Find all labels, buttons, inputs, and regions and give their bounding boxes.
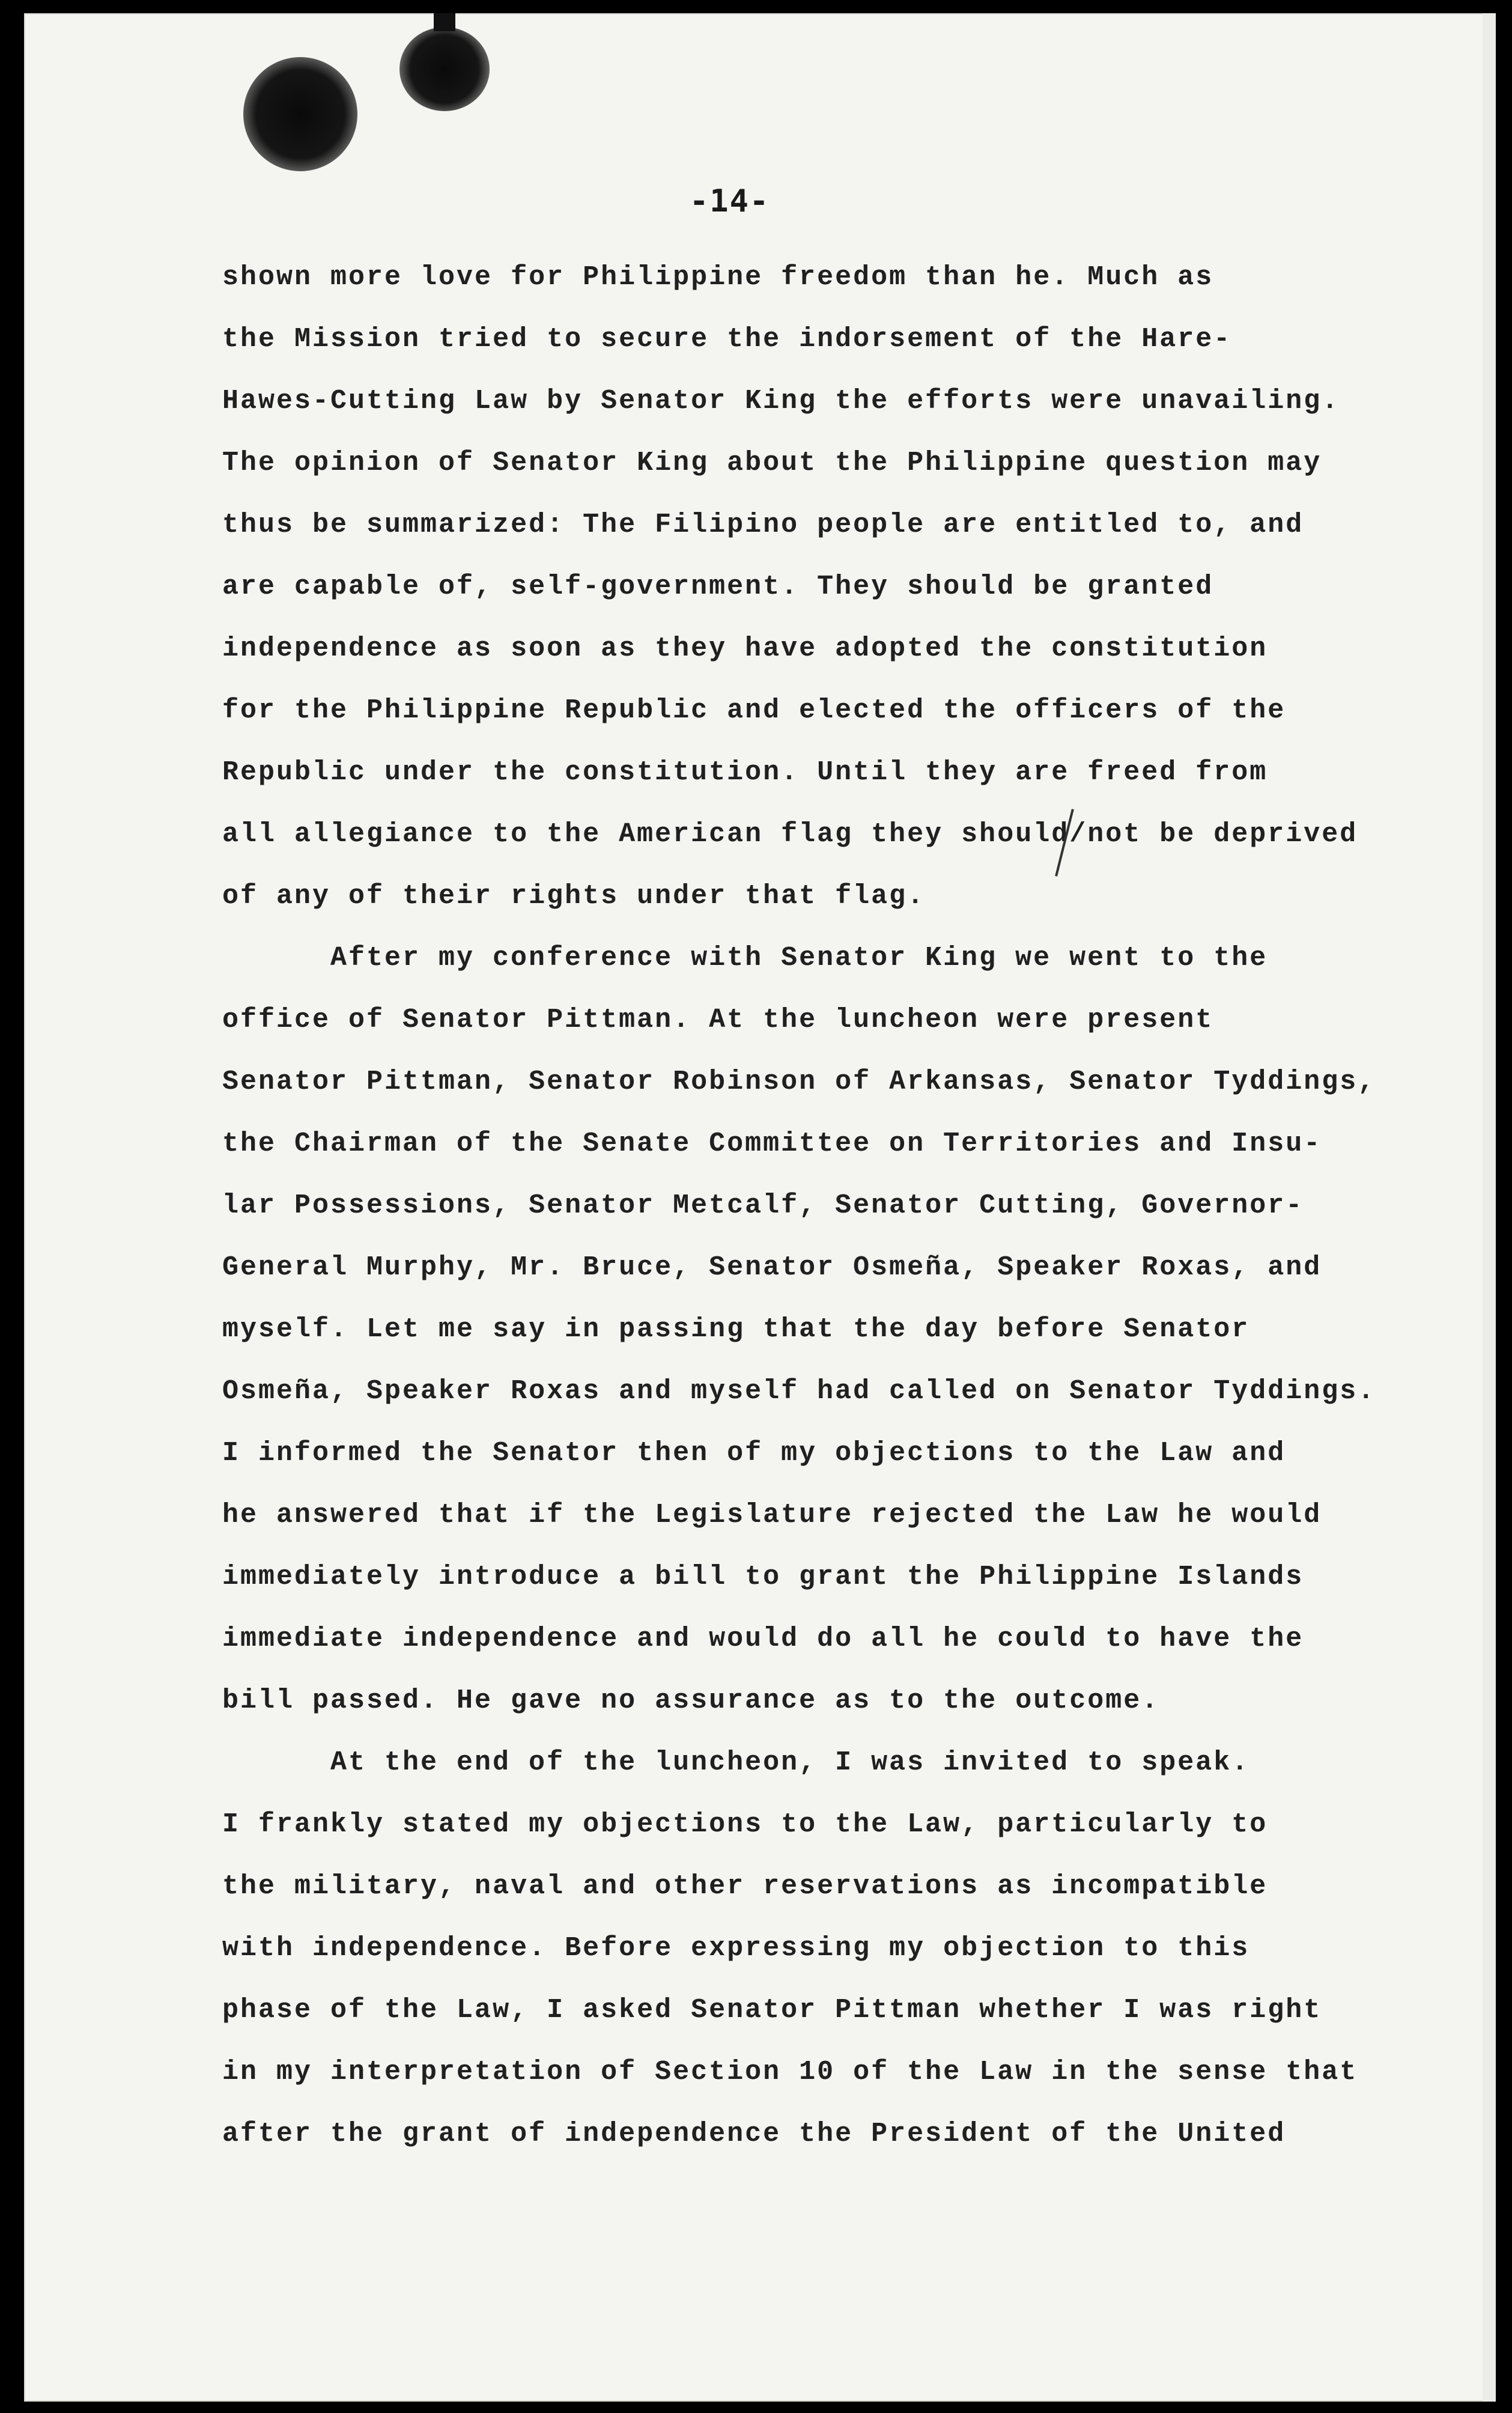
text-line: The opinion of Senator King about the Philippine question may [222,448,1322,478]
text-line: Republic under the constitution. Until they are freed from [222,757,1268,788]
text-line: he answered that if the Legislature rejected the Law he would [222,1500,1322,1530]
text-line: General Murphy, Mr. Bruce, Senator Osmeña, Speaker Roxas, and [222,1252,1322,1283]
text-line: with independence. Before expressing my objection to this [222,1933,1250,1964]
page-number: -14- [690,183,770,219]
text-line: for the Philippine Republic and elected the officers of the [222,695,1286,726]
text-line: lar Possessions, Senator Metcalf, Senator Cutting, Governor- [222,1190,1304,1221]
text-line: Osmeña, Speaker Roxas and myself had called on Senator Tyddings. [222,1376,1376,1407]
text-line: shown more love for Philippine freedom than he. Much as [222,262,1214,293]
text-line: of any of their rights under that flag. [222,881,926,911]
text-line: Hawes-Cutting Law by Senator King the efforts were unavailing. [222,386,1340,416]
text-line: Senator Pittman, Senator Robinson of Arkansas, Senator Tyddings, [222,1067,1376,1097]
text-line: in my interpretation of Section 10 of the Law in the sense that [222,2057,1358,2087]
page-edge [1483,13,1496,2402]
text-line: independence as soon as they have adopted the constitution [222,633,1268,664]
text-line: I frankly stated my objections to the Law, particularly to [222,1809,1268,1840]
text-line: I informed the Senator then of my objections to the Law and [222,1438,1286,1468]
binder-clip-mark [434,13,455,31]
paragraph-start-line: After my conference with Senator King we went to the [330,943,1268,973]
text-line: bill passed. He gave no assurance as to the outcome. [222,1685,1160,1716]
text-line: all allegiance to the American flag they should/not be deprived [222,819,1358,850]
text-line: myself. Let me say in passing that the day before Senator [222,1314,1250,1345]
text-line: immediately introduce a bill to grant the Philippine Islands [222,1562,1304,1592]
text-line: the military, naval and other reservations as incompatible [222,1871,1268,1902]
text-line: the Chairman of the Senate Committee on Territories and Insu- [222,1128,1322,1159]
text-line: the Mission tried to secure the indorsement of the Hare- [222,324,1232,354]
text-line: are capable of, self-government. They should be granted [222,571,1214,602]
ink-blot [399,27,490,111]
typed-body-text [222,246,1400,2165]
text-line: immediate independence and would do all he could to have the [222,1623,1304,1654]
text-line: after the grant of independence the President of the United [222,2119,1286,2149]
paragraph-start-line: At the end of the luncheon, I was invited to speak. [330,1747,1250,1778]
ink-blot [243,57,357,171]
text-line: thus be summarized: The Filipino people are entitled to, and [222,510,1304,540]
text-line: office of Senator Pittman. At the luncheon were present [222,1005,1214,1035]
text-line: phase of the Law, I asked Senator Pittman whether I was right [222,1995,1322,2025]
